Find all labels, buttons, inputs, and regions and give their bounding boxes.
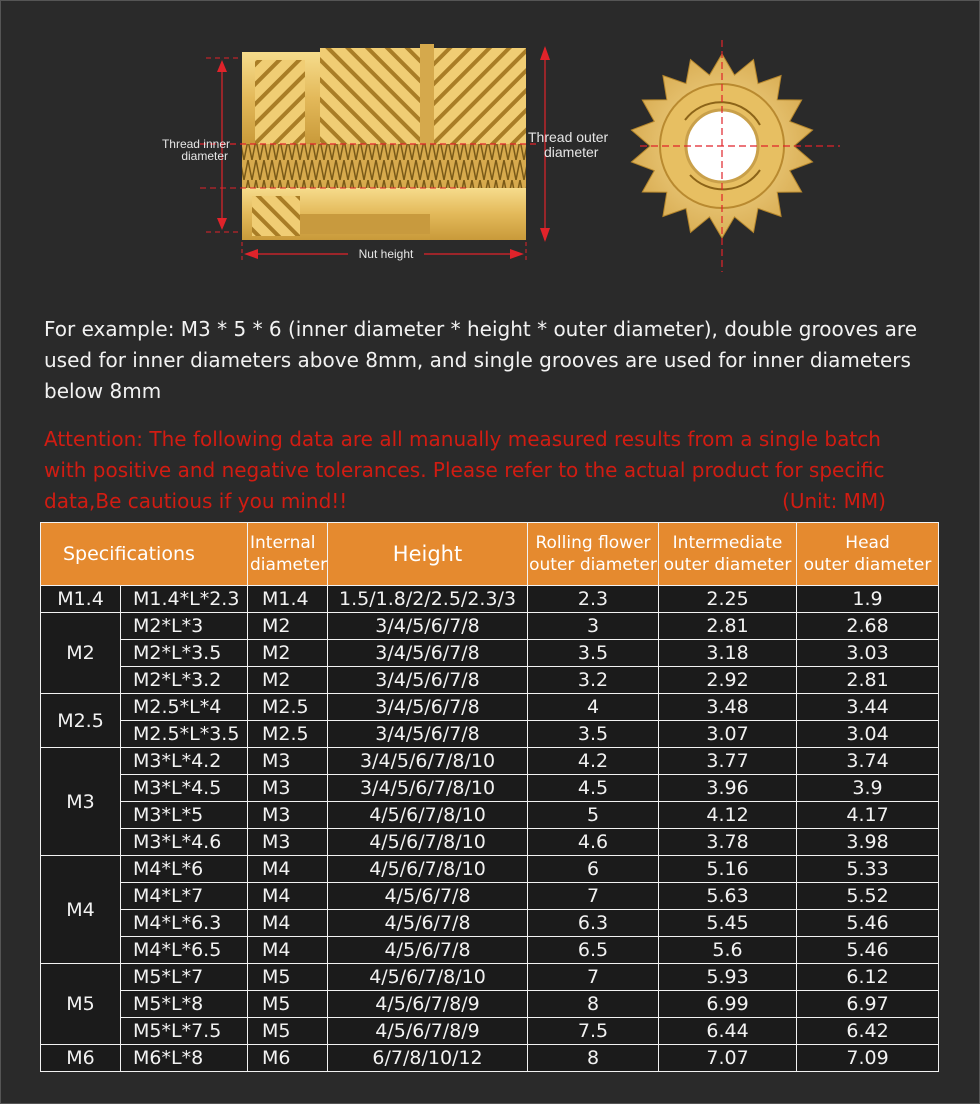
height-cell: 4/5/6/7/8/9 [328, 991, 528, 1018]
spec-cell: M2.5*L*4 [121, 694, 248, 721]
unit-label: (Unit: MM) [782, 489, 886, 513]
intermediate-cell: 5.45 [659, 910, 797, 937]
nut-height-label: Nut height [358, 247, 414, 261]
group-name-cell: M3 [41, 748, 121, 856]
rolling-flower-cell: 6.3 [528, 910, 659, 937]
height-cell: 3/4/5/6/7/8/10 [328, 775, 528, 802]
head-cell: 6.97 [797, 991, 939, 1018]
insert-nut-diagram [0, 0, 980, 300]
table-row [41, 883, 939, 910]
height-cell: 4/5/6/7/8 [328, 883, 528, 910]
header-inter-2: outer diameter [663, 555, 792, 575]
head-cell: 5.46 [797, 937, 939, 964]
internal-diameter-cell: M4 [248, 856, 328, 883]
height-cell: 3/4/5/6/7/8 [328, 721, 528, 748]
spec-table [40, 522, 939, 1072]
header-internal-diameter [248, 523, 328, 586]
intermediate-cell: 5.16 [659, 856, 797, 883]
table-row [41, 721, 939, 748]
head-cell: 6.12 [797, 964, 939, 991]
rolling-flower-cell: 8 [528, 1045, 659, 1072]
height-cell: 4/5/6/7/8/10 [328, 856, 528, 883]
head-cell: 2.81 [797, 667, 939, 694]
spec-cell: M3*L*5 [121, 802, 248, 829]
rolling-flower-cell: 4.6 [528, 829, 659, 856]
head-cell: 1.9 [797, 586, 939, 613]
head-cell: 5.46 [797, 910, 939, 937]
intermediate-cell: 3.48 [659, 694, 797, 721]
table-row [41, 856, 939, 883]
internal-diameter-cell: M2.5 [248, 721, 328, 748]
spec-cell: M4*L*6 [121, 856, 248, 883]
rolling-flower-cell: 4.2 [528, 748, 659, 775]
intermediate-cell: 3.96 [659, 775, 797, 802]
intermediate-cell: 6.99 [659, 991, 797, 1018]
top-view [631, 40, 840, 272]
side-view [200, 44, 550, 262]
group-name-cell: M6 [41, 1045, 121, 1072]
intermediate-cell: 3.18 [659, 640, 797, 667]
head-cell: 3.98 [797, 829, 939, 856]
header-rolling-flower [528, 523, 659, 586]
spec-cell: M2*L*3.2 [121, 667, 248, 694]
header-intermediate [659, 523, 797, 586]
attention-text: Attention: The following data are all manually measured results from a single batch with positive and negative tolerances. Please refer to the actual product for specific data,Be cautious if you mind!! [44, 427, 885, 513]
header-head-2: outer diameter [803, 555, 932, 575]
spec-cell: M4*L*7 [121, 883, 248, 910]
rolling-flower-cell: 6.5 [528, 937, 659, 964]
internal-diameter-cell: M5 [248, 991, 328, 1018]
height-cell: 4/5/6/7/8/10 [328, 964, 528, 991]
internal-diameter-cell: M3 [248, 775, 328, 802]
table-row [41, 694, 939, 721]
height-cell: 4/5/6/7/8 [328, 910, 528, 937]
attention-notice [44, 424, 886, 517]
spec-cell: M3*L*4.6 [121, 829, 248, 856]
rolling-flower-cell: 6 [528, 856, 659, 883]
intermediate-cell: 2.92 [659, 667, 797, 694]
internal-diameter-cell: M2 [248, 667, 328, 694]
head-cell: 5.52 [797, 883, 939, 910]
internal-diameter-cell: M4 [248, 883, 328, 910]
internal-diameter-cell: M5 [248, 1018, 328, 1045]
head-cell: 3.74 [797, 748, 939, 775]
table-row [41, 586, 939, 613]
group-name-cell: M2 [41, 613, 121, 694]
header-head-1: Head [845, 533, 890, 553]
header-internal-2: diameter [250, 555, 328, 575]
height-cell: 4/5/6/7/8 [328, 937, 528, 964]
header-rolling-2: outer diameter [529, 555, 657, 575]
intermediate-cell: 3.78 [659, 829, 797, 856]
head-cell: 3.04 [797, 721, 939, 748]
spec-cell: M1.4*L*2.3 [121, 586, 248, 613]
head-cell: 3.03 [797, 640, 939, 667]
table-body [41, 586, 939, 1072]
spec-cell: M5*L*7.5 [121, 1018, 248, 1045]
group-name-cell: M4 [41, 856, 121, 964]
intermediate-cell: 3.77 [659, 748, 797, 775]
header-head [797, 523, 939, 586]
internal-diameter-cell: M1.4 [248, 586, 328, 613]
internal-diameter-cell: M4 [248, 910, 328, 937]
thread-inner-label-1: Thread inner [161, 137, 230, 151]
spec-cell: M2*L*3 [121, 613, 248, 640]
table-row [41, 829, 939, 856]
internal-diameter-cell: M4 [248, 937, 328, 964]
spec-cell: M6*L*8 [121, 1045, 248, 1072]
table-row [41, 1018, 939, 1045]
head-cell: 3.44 [797, 694, 939, 721]
table-row [41, 640, 939, 667]
rolling-flower-cell: 2.3 [528, 586, 659, 613]
table-row [41, 964, 939, 991]
table-header-row [41, 523, 939, 586]
height-cell: 3/4/5/6/7/8 [328, 640, 528, 667]
internal-diameter-cell: M2 [248, 613, 328, 640]
intermediate-cell: 5.63 [659, 883, 797, 910]
table-row [41, 802, 939, 829]
intermediate-cell: 3.07 [659, 721, 797, 748]
spec-cell: M2.5*L*3.5 [121, 721, 248, 748]
spec-cell: M3*L*4.5 [121, 775, 248, 802]
rolling-flower-cell: 3 [528, 613, 659, 640]
table-row [41, 991, 939, 1018]
table-row [41, 775, 939, 802]
height-cell: 6/7/8/10/12 [328, 1045, 528, 1072]
intermediate-cell: 7.07 [659, 1045, 797, 1072]
spec-cell: M4*L*6.3 [121, 910, 248, 937]
internal-diameter-cell: M3 [248, 802, 328, 829]
spec-cell: M4*L*6.5 [121, 937, 248, 964]
internal-diameter-cell: M6 [248, 1045, 328, 1072]
internal-diameter-cell: M5 [248, 964, 328, 991]
rolling-flower-cell: 4.5 [528, 775, 659, 802]
height-cell: 1.5/1.8/2/2.5/2.3/3 [328, 586, 528, 613]
rolling-flower-cell: 3.2 [528, 667, 659, 694]
rolling-flower-cell: 4 [528, 694, 659, 721]
internal-diameter-cell: M2 [248, 640, 328, 667]
rolling-flower-cell: 3.5 [528, 721, 659, 748]
header-internal-1: Internal [250, 533, 316, 553]
head-cell: 5.33 [797, 856, 939, 883]
table-row [41, 613, 939, 640]
rolling-flower-cell: 5 [528, 802, 659, 829]
thread-inner-label-2: diameter [181, 149, 228, 163]
intermediate-cell: 5.93 [659, 964, 797, 991]
intermediate-cell: 2.81 [659, 613, 797, 640]
thread-outer-label-1: Thread outer [528, 129, 609, 145]
height-cell: 3/4/5/6/7/8 [328, 613, 528, 640]
spec-cell: M2*L*3.5 [121, 640, 248, 667]
table-row [41, 667, 939, 694]
header-height: Height [328, 523, 528, 586]
intermediate-cell: 2.25 [659, 586, 797, 613]
table-row [41, 1045, 939, 1072]
group-name-cell: M1.4 [41, 586, 121, 613]
example-description: For example: M3 * 5 * 6 (inner diameter * height * outer diameter), double grooves are used for inner diameters above 8mm, and single grooves are used for inner diameters below 8mm [44, 317, 917, 403]
rolling-flower-cell: 8 [528, 991, 659, 1018]
group-name-cell: M5 [41, 964, 121, 1045]
rolling-flower-cell: 7 [528, 883, 659, 910]
spec-cell: M3*L*4.2 [121, 748, 248, 775]
table-row [41, 937, 939, 964]
head-cell: 3.9 [797, 775, 939, 802]
internal-diameter-cell: M3 [248, 829, 328, 856]
height-cell: 4/5/6/7/8/10 [328, 829, 528, 856]
header-inter-1: Intermediate [672, 533, 783, 553]
table-row [41, 910, 939, 937]
height-cell: 3/4/5/6/7/8 [328, 694, 528, 721]
internal-diameter-cell: M2.5 [248, 694, 328, 721]
group-name-cell: M2.5 [41, 694, 121, 748]
rolling-flower-cell: 3.5 [528, 640, 659, 667]
spec-cell: M5*L*8 [121, 991, 248, 1018]
height-cell: 3/4/5/6/7/8/10 [328, 748, 528, 775]
height-cell: 4/5/6/7/8/9 [328, 1018, 528, 1045]
table-row [41, 748, 939, 775]
head-cell: 2.68 [797, 613, 939, 640]
rolling-flower-cell: 7 [528, 964, 659, 991]
head-cell: 4.17 [797, 802, 939, 829]
intermediate-cell: 5.6 [659, 937, 797, 964]
intermediate-cell: 4.12 [659, 802, 797, 829]
header-specifications: Specifications [41, 523, 248, 586]
rolling-flower-cell: 7.5 [528, 1018, 659, 1045]
spec-cell: M5*L*7 [121, 964, 248, 991]
internal-diameter-cell: M3 [248, 748, 328, 775]
head-cell: 6.42 [797, 1018, 939, 1045]
height-cell: 4/5/6/7/8/10 [328, 802, 528, 829]
header-rolling-1: Rolling flower [535, 533, 651, 553]
head-cell: 7.09 [797, 1045, 939, 1072]
intermediate-cell: 6.44 [659, 1018, 797, 1045]
thread-outer-label-2: diameter [544, 144, 599, 160]
height-cell: 3/4/5/6/7/8 [328, 667, 528, 694]
